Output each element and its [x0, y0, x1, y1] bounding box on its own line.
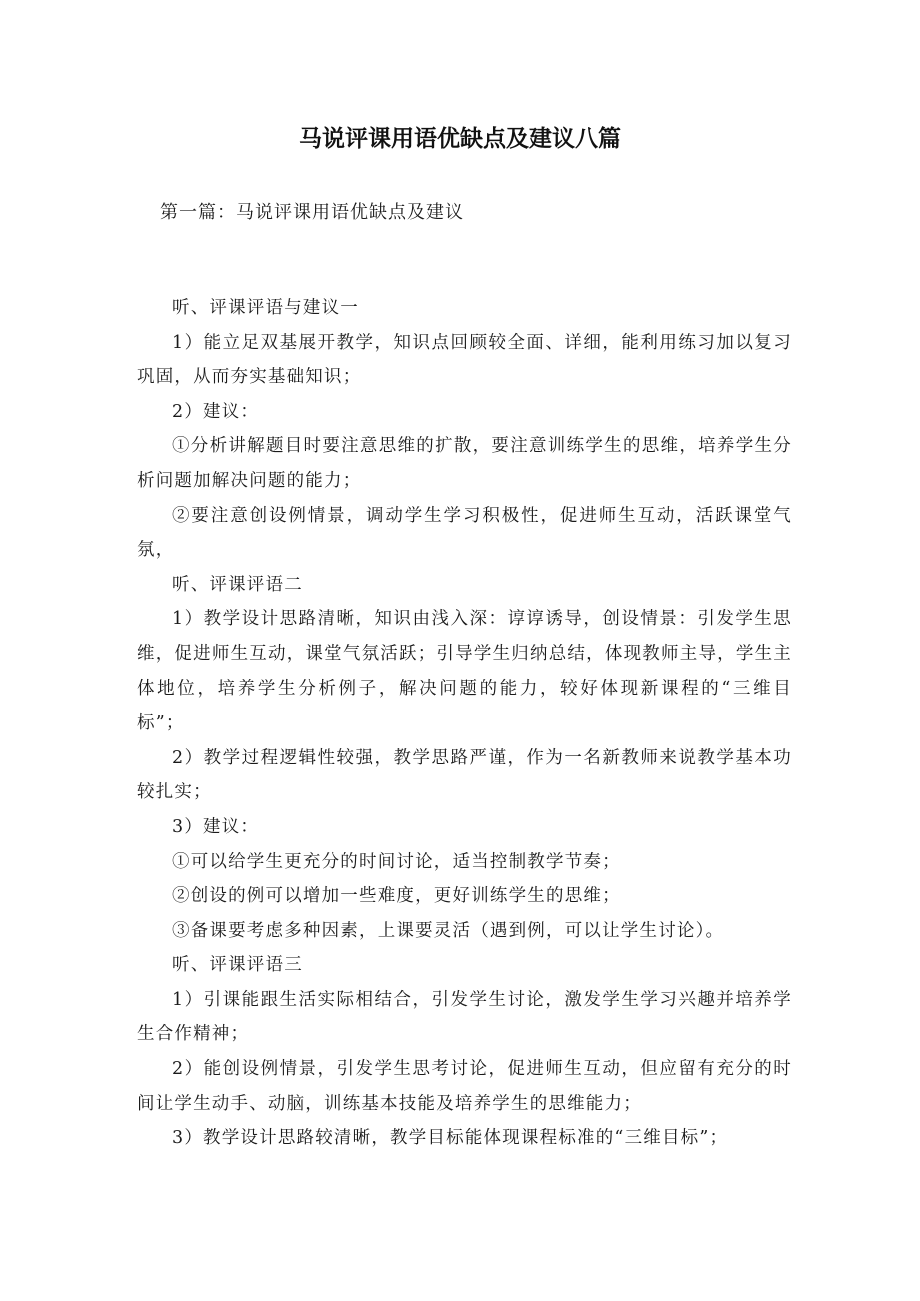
- paragraph: 听、评课评语三: [172, 955, 303, 976]
- paragraph: ②要注意创设例情景，调动学生学习积极性，促进师生互动，活跃课堂气氛，: [137, 505, 792, 561]
- document-body: [137, 291, 792, 1156]
- paragraph: ②创设的例可以增加一些难度，更好训练学生的思维；: [172, 886, 621, 907]
- document-subtitle: 第一篇：马说评课用语优缺点及建议: [160, 202, 464, 223]
- paragraph: 2）能创设例情景，引发学生思考讨论，促进师生互动，但应留有充分的时间让学生动手、动脑，训练基本技能及培养学生的思维能力；: [137, 1059, 792, 1114]
- paragraph: ①可以给学生更充分的时间讨论，适当控制教学节奏；: [172, 851, 621, 872]
- paragraph: 1）引课能跟生活实际相结合，引发学生讨论，激发学生学习兴趣并培养学生合作精神；: [137, 989, 792, 1045]
- paragraph: 3）教学设计思路较清晰，教学目标能体现课程标准的“三维目标”；: [172, 1128, 729, 1149]
- paragraph: ①分析讲解题目时要注意思维的扩散，要注意训练学生的思维，培养学生分析问题加解决问题的能力；: [137, 436, 792, 491]
- paragraph: 1）教学设计思路清晰，知识由浅入深：谆谆诱导，创设情景：引发学生思维，促进师生互动，课堂气氛活跃；引导学生归纳总结，体现教师主导，学生主体地位，培养学生分析例子，解决问题的能力，较好体现新课程的“三维目标”；: [137, 609, 792, 734]
- paragraph: 2）建议：: [172, 401, 260, 422]
- paragraph: 2）教学过程逻辑性较强，教学思路严谨，作为一名新教师来说教学基本功较扎实；: [137, 747, 792, 803]
- paragraph: 听、评课评语与建议一: [172, 298, 359, 318]
- paragraph: 1）能立足双基展开教学，知识点回顾较全面、详细，能利用练习加以复习巩固，从而夯实基础知识；: [137, 332, 792, 388]
- paragraph: 听、评课评语二: [172, 574, 303, 595]
- paragraph: 3）建议：: [172, 816, 260, 837]
- document-title: 马说评课用语优缺点及建议八篇: [299, 126, 621, 152]
- paragraph: ③备课要考虑多种因素，上课要灵活（遇到例，可以让学生讨论）。: [172, 920, 725, 941]
